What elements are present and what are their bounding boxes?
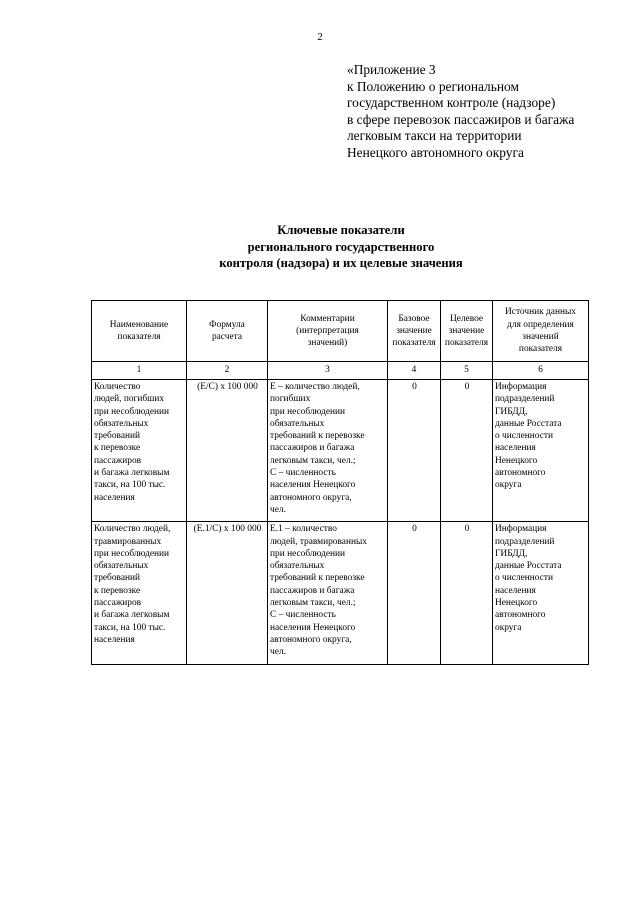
cell-line: расчета — [211, 332, 243, 342]
cell-line: Комментарии — [300, 313, 355, 324]
column-number: 2 — [187, 362, 268, 380]
cell-line: значение — [448, 325, 485, 336]
cell-line: людей, погибших — [94, 394, 165, 405]
cell-line: C – численность — [270, 468, 336, 479]
indicator-comment — [268, 380, 388, 522]
indicator-name — [92, 380, 187, 522]
cell-line: автономного — [495, 468, 546, 479]
column-number-row — [92, 362, 589, 380]
cell-line: погибших — [270, 394, 311, 405]
cell-line: Базовое — [398, 313, 430, 324]
cell-line: показателя — [444, 338, 489, 349]
appendix-line: «Приложение 3 — [347, 62, 436, 77]
column-number: 4 — [388, 362, 441, 380]
cell-line: населения — [495, 443, 536, 454]
appendix-line: к Положению о региональном — [347, 78, 519, 94]
cell-line: (интерпретация — [296, 325, 359, 336]
cell-line: E.1 – количество — [270, 524, 337, 535]
cell-line: автономного округа, — [270, 492, 352, 503]
cell-line: чел. — [270, 647, 286, 658]
cell-line: требований — [94, 573, 141, 584]
indicator-formula: (E.1/C) x 100 000 — [187, 522, 268, 664]
indicator-formula: (E/C) x 100 000 — [187, 380, 268, 522]
cell-line: чел. — [270, 504, 286, 515]
cell-line: показателя — [117, 332, 161, 342]
cell-line: C – численность — [270, 610, 336, 621]
header-cell — [493, 301, 589, 362]
header-cell — [268, 301, 388, 362]
cell-line: Ненецкого — [495, 598, 538, 609]
cell-line: округа — [495, 622, 522, 633]
cell-line: значений — [522, 332, 559, 342]
cell-line: обязательных — [270, 418, 325, 429]
appendix-line: в сфере перевозок пассажиров и багажа — [347, 111, 575, 127]
document-title — [0, 222, 640, 272]
cell-line: Формула — [209, 319, 245, 330]
cell-line: требований — [94, 431, 141, 442]
cell-line: Информация — [495, 382, 547, 392]
header-cell — [441, 301, 493, 362]
cell-line: и багажа легковым — [94, 468, 170, 479]
cell-line: при несоблюдении — [94, 406, 170, 417]
target-value: 0 — [441, 380, 493, 522]
cell-line: населения — [495, 585, 536, 596]
appendix-line: государственном контроле (надзоре) — [347, 95, 556, 111]
cell-line: о численности — [495, 431, 553, 442]
column-number: 6 — [493, 362, 589, 380]
table-row — [92, 522, 589, 664]
cell-line: к перевозке — [94, 443, 141, 454]
header-cell — [388, 301, 441, 362]
appendix-line: легковым такси на территории — [347, 128, 522, 144]
title-line: Ключевые показатели — [277, 223, 405, 237]
data-source — [493, 380, 589, 522]
appendix-reference — [347, 62, 627, 162]
cell-line: E – количество людей, — [270, 382, 360, 392]
cell-line: ГИБДД, — [495, 406, 528, 417]
data-source — [493, 522, 589, 664]
header-cell — [92, 301, 187, 362]
cell-line: данные Росстата — [495, 561, 562, 572]
cell-line: населения — [94, 634, 135, 645]
cell-line: населения Ненецкого — [270, 480, 356, 491]
target-value: 0 — [441, 522, 493, 664]
cell-line: пассажиров — [94, 455, 142, 466]
cell-line: показателя — [518, 344, 563, 355]
base-value: 0 — [388, 522, 441, 664]
cell-line: автономного округа, — [270, 634, 352, 645]
cell-line: Количество — [94, 382, 141, 392]
base-value: 0 — [388, 380, 441, 522]
cell-line: населения — [94, 492, 135, 503]
page-number: 2 — [317, 31, 323, 43]
column-number: 5 — [441, 362, 493, 380]
indicator-comment — [268, 522, 388, 664]
cell-line: о численности — [495, 573, 553, 584]
cell-line: обязательных — [94, 561, 149, 572]
cell-line: значение — [396, 325, 432, 336]
cell-line: Ненецкого — [495, 455, 538, 466]
cell-line: травмированных — [94, 536, 162, 547]
cell-line: показателя — [392, 338, 436, 349]
cell-line: автономного — [495, 610, 546, 621]
title-line: контроля (надзора) и их целевые значения — [219, 256, 463, 270]
cell-line: обязательных — [270, 561, 325, 572]
column-number: 1 — [92, 362, 187, 380]
cell-line: данные Росстата — [495, 418, 562, 429]
cell-line: легковым такси, чел.; — [270, 455, 356, 466]
cell-line: Источник данных — [505, 307, 576, 318]
table-row — [92, 380, 589, 522]
column-number: 3 — [268, 362, 388, 380]
table-header-row — [92, 301, 589, 362]
indicator-name — [92, 522, 187, 664]
cell-line: ГИБДД, — [495, 548, 528, 559]
cell-line: для определения — [507, 319, 574, 330]
cell-line: Наименование — [109, 319, 169, 330]
cell-line: пассажиров и багажа — [270, 443, 355, 454]
cell-line: значений) — [307, 338, 348, 349]
indicators-table — [91, 300, 589, 665]
cell-line: требований к перевозке — [270, 431, 365, 442]
cell-line: Информация — [495, 524, 547, 535]
cell-line: требований к перевозке — [270, 573, 365, 584]
cell-line: при несоблюдении — [270, 548, 346, 559]
cell-line: пассажиров и багажа — [270, 585, 355, 596]
cell-line: легковым такси, чел.; — [270, 598, 356, 609]
cell-line: людей, травмированных — [270, 536, 367, 547]
cell-line: округа — [495, 480, 522, 491]
cell-line: обязательных — [94, 418, 149, 429]
cell-line: Целевое — [449, 313, 484, 324]
header-cell — [187, 301, 268, 362]
cell-line: такси, на 100 тыс. — [94, 622, 166, 633]
cell-line: при несоблюдении — [270, 406, 346, 417]
cell-line: пассажиров — [94, 598, 142, 609]
cell-line: Количество людей, — [94, 524, 171, 535]
cell-line: к перевозке — [94, 585, 141, 596]
cell-line: подразделений — [495, 536, 555, 547]
cell-line: такси, на 100 тыс. — [94, 480, 166, 491]
title-line: регионального государственного — [247, 239, 435, 254]
cell-line: подразделений — [495, 394, 555, 405]
cell-line: населения Ненецкого — [270, 622, 356, 633]
appendix-line: Ненецкого автономного округа — [347, 144, 524, 160]
cell-line: при несоблюдении — [94, 548, 170, 559]
cell-line: и багажа легковым — [94, 610, 170, 621]
